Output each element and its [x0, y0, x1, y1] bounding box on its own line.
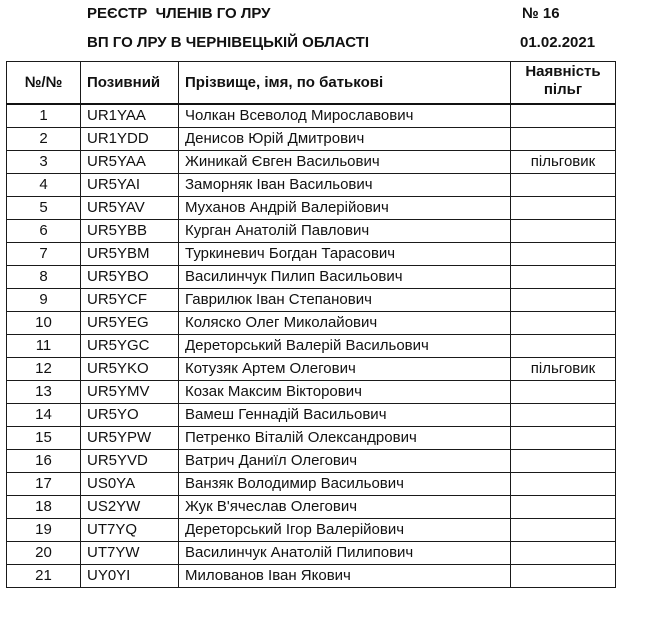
row-benefit — [511, 312, 616, 335]
row-number: 13 — [7, 381, 81, 404]
row-full-name: Заморняк Іван Васильович — [179, 174, 511, 197]
row-number: 6 — [7, 220, 81, 243]
row-callsign: UR5YBM — [81, 243, 179, 266]
members-table — [6, 61, 616, 588]
row-number: 11 — [7, 335, 81, 358]
row-full-name: Дереторський Ігор Валерійович — [179, 519, 511, 542]
row-callsign: UR5YCF — [81, 289, 179, 312]
row-full-name: Жук В'ячеслав Олегович — [179, 496, 511, 519]
row-benefit — [511, 381, 616, 404]
row-full-name: Петренко Віталій Олександрович — [179, 427, 511, 450]
row-number: 19 — [7, 519, 81, 542]
row-callsign: UR5YMV — [81, 381, 179, 404]
row-number: 3 — [7, 151, 81, 174]
row-benefit — [511, 496, 616, 519]
table-row — [7, 289, 616, 312]
table-row — [7, 427, 616, 450]
row-full-name: Гаврилюк Іван Степанович — [179, 289, 511, 312]
row-full-name: Курган Анатолій Павлович — [179, 220, 511, 243]
row-benefit — [511, 128, 616, 151]
row-full-name: Ватрич Даниїл Олегович — [179, 450, 511, 473]
table-row — [7, 197, 616, 220]
row-benefit: пільговик — [511, 151, 616, 174]
row-full-name: Милованов Іван Якович — [179, 565, 511, 588]
row-callsign: UR1YDD — [81, 128, 179, 151]
row-full-name: Василинчук Пилип Васильович — [179, 266, 511, 289]
row-callsign: UR5YAA — [81, 151, 179, 174]
row-benefit — [511, 473, 616, 496]
row-full-name: Котузяк Артем Олегович — [179, 358, 511, 381]
table-row — [7, 104, 616, 128]
document-number: № 16 — [522, 5, 560, 22]
row-benefit — [511, 519, 616, 542]
row-benefit — [511, 266, 616, 289]
row-callsign: UR5YVD — [81, 450, 179, 473]
row-callsign: UR5YEG — [81, 312, 179, 335]
row-benefit — [511, 335, 616, 358]
row-benefit — [511, 197, 616, 220]
row-number: 10 — [7, 312, 81, 335]
table-row — [7, 565, 616, 588]
row-number: 5 — [7, 197, 81, 220]
table-body — [7, 104, 616, 588]
row-number: 12 — [7, 358, 81, 381]
row-callsign: UR5YAI — [81, 174, 179, 197]
table-row — [7, 266, 616, 289]
table-row — [7, 312, 616, 335]
row-number: 9 — [7, 289, 81, 312]
row-callsign: US2YW — [81, 496, 179, 519]
row-callsign: UR5YKO — [81, 358, 179, 381]
table-row — [7, 496, 616, 519]
table-row — [7, 450, 616, 473]
row-callsign: UR5YPW — [81, 427, 179, 450]
table-row — [7, 174, 616, 197]
row-benefit — [511, 174, 616, 197]
row-full-name: Жиникай Євген Васильович — [179, 151, 511, 174]
column-header-number: №/№ — [7, 62, 81, 105]
table-row — [7, 243, 616, 266]
column-header-name: Прізвище, імя, по батькові — [179, 62, 511, 105]
row-benefit — [511, 542, 616, 565]
row-full-name: Дереторський Валерій Васильович — [179, 335, 511, 358]
row-benefit — [511, 404, 616, 427]
table-row — [7, 542, 616, 565]
row-callsign: UY0YI — [81, 565, 179, 588]
row-callsign: UT7YQ — [81, 519, 179, 542]
row-benefit — [511, 104, 616, 128]
row-number: 2 — [7, 128, 81, 151]
row-callsign: UT7YW — [81, 542, 179, 565]
row-number: 21 — [7, 565, 81, 588]
row-benefit — [511, 565, 616, 588]
row-number: 16 — [7, 450, 81, 473]
table-row — [7, 220, 616, 243]
row-callsign: UR1YAA — [81, 104, 179, 128]
row-callsign: UR5YAV — [81, 197, 179, 220]
row-number: 14 — [7, 404, 81, 427]
table-row — [7, 358, 616, 381]
row-full-name: Коляско Олег Миколайович — [179, 312, 511, 335]
row-benefit — [511, 243, 616, 266]
table-row — [7, 381, 616, 404]
table-header-row — [7, 62, 616, 105]
table-row — [7, 519, 616, 542]
row-benefit — [511, 220, 616, 243]
table-row — [7, 473, 616, 496]
row-benefit — [511, 427, 616, 450]
row-number: 8 — [7, 266, 81, 289]
row-callsign: UR5YBB — [81, 220, 179, 243]
row-full-name: Козак Максим Вікторович — [179, 381, 511, 404]
table-row — [7, 404, 616, 427]
row-full-name: Ванзяк Володимир Васильович — [179, 473, 511, 496]
row-number: 1 — [7, 104, 81, 128]
row-full-name: Денисов Юрій Дмитрович — [179, 128, 511, 151]
row-benefit — [511, 450, 616, 473]
row-callsign: UR5YGC — [81, 335, 179, 358]
table-row — [7, 128, 616, 151]
row-full-name: Чолкан Всеволод Мирославович — [179, 104, 511, 128]
row-callsign: US0YA — [81, 473, 179, 496]
row-number: 20 — [7, 542, 81, 565]
row-full-name: Туркиневич Богдан Тарасович — [179, 243, 511, 266]
row-full-name: Муханов Андрій Валерійович — [179, 197, 511, 220]
row-full-name: Вамеш Геннадій Васильович — [179, 404, 511, 427]
row-benefit: пільговик — [511, 358, 616, 381]
row-number: 15 — [7, 427, 81, 450]
row-callsign: UR5YO — [81, 404, 179, 427]
row-full-name: Василинчук Анатолій Пилипович — [179, 542, 511, 565]
column-header-callsign: Позивний — [81, 62, 179, 105]
row-number: 18 — [7, 496, 81, 519]
row-benefit — [511, 289, 616, 312]
document-subtitle: ВП ГО ЛРУ В ЧЕРНІВЕЦЬКІЙ ОБЛАСТІ — [87, 34, 369, 51]
column-header-benefits: Наявність пільг — [511, 62, 616, 105]
row-number: 17 — [7, 473, 81, 496]
document-title: РЕЄСТР ЧЛЕНІВ ГО ЛРУ — [87, 5, 271, 22]
row-number: 4 — [7, 174, 81, 197]
document-date: 01.02.2021 — [520, 34, 596, 51]
table-row — [7, 335, 616, 358]
row-callsign: UR5YBO — [81, 266, 179, 289]
row-number: 7 — [7, 243, 81, 266]
table-row — [7, 151, 616, 174]
